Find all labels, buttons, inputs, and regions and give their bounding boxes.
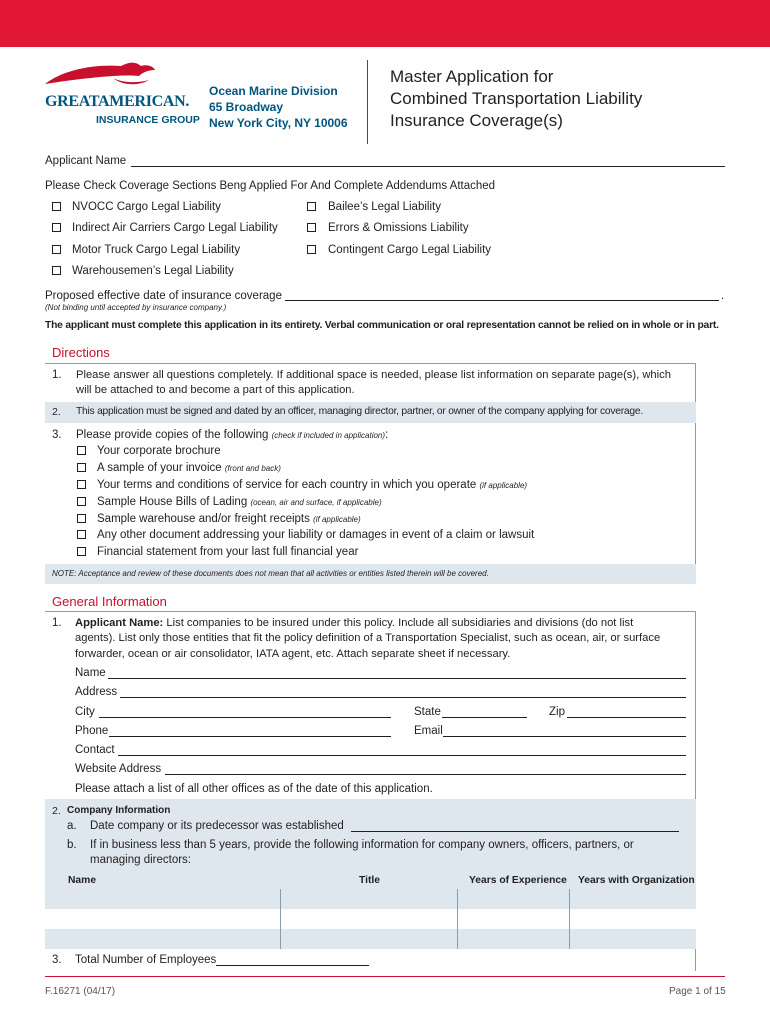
coverage-label-contingent: Contingent Cargo Legal Liability (328, 244, 492, 256)
page-number: Page 1 of 15 (669, 986, 726, 997)
doc-checkbox-brochure[interactable] (77, 446, 86, 455)
directions-note: NOTE: Acceptance and review of these documents does not mean that all activities or entities listed therein will be covered. (52, 569, 489, 578)
general-info-heading: General Information (52, 594, 167, 609)
doc-text-bills-of-lading: Sample House Bills of Lading (97, 496, 248, 508)
top-red-banner (0, 0, 770, 47)
table-column-divider (457, 889, 458, 949)
company-email-field[interactable] (443, 736, 686, 737)
company-info-b-letter: b. (67, 839, 77, 851)
directions-item2-number: 2. (52, 406, 61, 418)
coverage-checkbox-indirect-air[interactable] (52, 223, 61, 232)
company-city-label: City (75, 706, 95, 718)
table-header-years-organization: Years with Organization (578, 875, 695, 886)
logo-word-american: AMERICAN. (98, 93, 190, 110)
applicant-name-label: Applicant Name (45, 155, 127, 167)
doc-label-terms (97, 479, 527, 491)
table-header-title: Title (359, 875, 380, 886)
doc-label-brochure: Your corporate brochure (97, 445, 221, 457)
company-name-field[interactable] (108, 678, 686, 679)
company-info-b-line2: managing directors: (90, 854, 191, 866)
directions-item1-line2: will be attached to and become a part of this application. (76, 384, 355, 396)
company-phone-label: Phone (75, 725, 109, 737)
doc-checkbox-invoice[interactable] (77, 463, 86, 472)
address-line-3: New York City, NY 10006 (209, 116, 348, 130)
directions-item3-note: (check if included in application) (271, 431, 386, 440)
directions-heading: Directions (52, 345, 110, 360)
title-line-3: Insurance Coverage(s) (390, 111, 563, 130)
coverage-checkbox-bailee[interactable] (307, 202, 316, 211)
general-item1-bold: Applicant Name: (75, 617, 164, 629)
title-line-1: Master Application for (390, 67, 554, 86)
doc-note-bills-of-lading: (ocean, air and surface, if applicable) (250, 498, 382, 507)
coverage-label-nvocc: NVOCC Cargo Legal Liability (72, 201, 221, 213)
applicant-name-field[interactable] (131, 166, 725, 167)
directions-item1-number: 1. (52, 369, 62, 381)
table-row[interactable] (45, 909, 696, 929)
address-line-2: 65 Broadway (209, 100, 284, 114)
company-contact-label: Contact (75, 744, 115, 756)
logo-subtitle: INSURANCE GROUP (96, 114, 200, 126)
doc-checkbox-receipts[interactable] (77, 514, 86, 523)
coverage-label-indirect-air: Indirect Air Carriers Cargo Legal Liability (72, 222, 278, 234)
doc-checkbox-terms[interactable] (77, 480, 86, 489)
eagle-wing-icon (43, 60, 193, 96)
doc-note-receipts: (if applicable) (313, 515, 361, 524)
company-info-a-text: Date company or its predecessor was established (90, 820, 344, 832)
company-contact-field[interactable] (118, 755, 686, 756)
address-line-1: Ocean Marine Division (209, 84, 338, 98)
company-zip-field[interactable] (567, 717, 686, 718)
doc-label-financial: Financial statement from your last full financial year (97, 546, 359, 558)
doc-text-invoice: A sample of your invoice (97, 462, 222, 474)
coverage-label-bailee: Bailee’s Legal Liability (328, 201, 441, 213)
table-column-divider (569, 889, 570, 949)
effective-date-field[interactable] (285, 300, 719, 301)
doc-label-invoice (97, 462, 281, 474)
table-header-years-experience: Years of Experience (469, 875, 567, 886)
logo-word-great: GREAT (45, 93, 99, 110)
directions-item1-line1: Please answer all questions completely. If additional space is needed, please list information on separate page(s), which (76, 369, 671, 381)
effective-date-period: . (721, 290, 725, 302)
general-item1-line3: forwarder, ocean or air consolidator, IATA agent, etc. Attach separate sheet if necessary. (75, 648, 511, 660)
other-offices-text: Please attach a list of all other offices as of the date of this application. (75, 783, 433, 795)
general-item1-line1 (75, 617, 633, 629)
coverage-checkbox-contingent[interactable] (307, 245, 316, 254)
document-title (390, 66, 642, 132)
logo-wordmark (45, 93, 189, 111)
header-divider (367, 60, 368, 144)
doc-note-terms: (if applicable) (479, 481, 528, 490)
company-info-a-letter: a. (67, 820, 77, 832)
doc-label-bills-of-lading (97, 496, 382, 508)
directions-item3-colon: : (385, 429, 389, 441)
table-column-divider (280, 889, 281, 949)
coverage-checkbox-nvocc[interactable] (52, 202, 61, 211)
effective-date-label: Proposed effective date of insurance coverage (45, 290, 282, 302)
directions-item3-text: Please provide copies of the following (76, 429, 269, 441)
company-website-label: Website Address (75, 763, 162, 775)
general-item1-number: 1. (52, 617, 62, 629)
company-info-number: 2. (52, 805, 61, 817)
employees-count-field[interactable] (216, 965, 369, 966)
owners-table (45, 889, 696, 949)
company-email-label: Email (414, 725, 443, 737)
directions-item2-text: This application must be signed and dated by an officer, managing director, partner, or owner of the company applying for coverage. (76, 406, 643, 417)
company-info-heading: Company Information (67, 805, 171, 816)
doc-note-invoice: (front and back) (224, 464, 281, 473)
coverage-prompt: Please Check Coverage Sections Beng Applied For And Complete Addendums Attached (45, 180, 496, 192)
general-item1-text: List companies to be insured under this policy. Include all subsidiaries and divisions (do not list (166, 617, 634, 629)
doc-checkbox-bills-of-lading[interactable] (77, 497, 86, 506)
company-city-field[interactable] (99, 717, 391, 718)
company-address-field[interactable] (120, 697, 686, 698)
table-row[interactable] (45, 929, 696, 949)
coverage-label-warehousemen: Warehousemen’s Legal Liability (72, 265, 234, 277)
completion-notice: The applicant must complete this application in its entirety. Verbal communication or oral representation cannot be relied on in whole or in part. (45, 320, 719, 331)
company-state-field[interactable] (442, 717, 527, 718)
division-address (209, 83, 348, 131)
doc-checkbox-financial[interactable] (77, 547, 86, 556)
doc-checkbox-liability-docs[interactable] (77, 530, 86, 539)
coverage-checkbox-warehousemen[interactable] (52, 266, 61, 275)
company-zip-label: Zip (549, 706, 565, 718)
directions-item3-number: 3. (52, 429, 62, 441)
company-state-label: State (414, 706, 441, 718)
company-address-label: Address (75, 686, 118, 698)
coverage-checkbox-errors-omissions[interactable] (307, 223, 316, 232)
general-item1-line2: agents). List only those entities that fit the policy definition of a Transportation Specialist, such as ocean, air, or surface (75, 632, 661, 644)
doc-label-receipts (97, 513, 361, 525)
table-row-header-spacer (45, 889, 696, 909)
doc-label-liability-docs: Any other document addressing your liability or damages in event of a claim or lawsuit (97, 529, 535, 541)
employees-number: 3. (52, 954, 62, 966)
company-phone-field[interactable] (109, 736, 391, 737)
coverage-label-motor-truck: Motor Truck Cargo Legal Liability (72, 244, 241, 256)
table-header-name: Name (68, 875, 97, 886)
directions-item3-line (76, 429, 388, 441)
employees-label: Total Number of Employees (75, 954, 217, 966)
great-american-logo (43, 60, 200, 130)
doc-text-terms: Your terms and conditions of service for each country in which you operate (97, 479, 477, 491)
company-info-b-line1: If in business less than 5 years, provide the following information for company owners, officers, partners, or (90, 839, 634, 851)
doc-text-receipts: Sample warehouse and/or freight receipts (97, 513, 310, 525)
coverage-checkbox-motor-truck[interactable] (52, 245, 61, 254)
company-name-label: Name (75, 667, 106, 679)
coverage-label-errors-omissions: Errors & Omissions Liability (328, 222, 469, 234)
footer-rule (45, 976, 725, 977)
effective-date-note: (Not binding until accepted by insurance company.) (45, 303, 227, 312)
established-date-field[interactable] (351, 831, 679, 832)
company-website-field[interactable] (165, 774, 686, 775)
form-number: F.16271 (04/17) (45, 986, 116, 997)
title-line-2: Combined Transportation Liability (390, 89, 643, 108)
